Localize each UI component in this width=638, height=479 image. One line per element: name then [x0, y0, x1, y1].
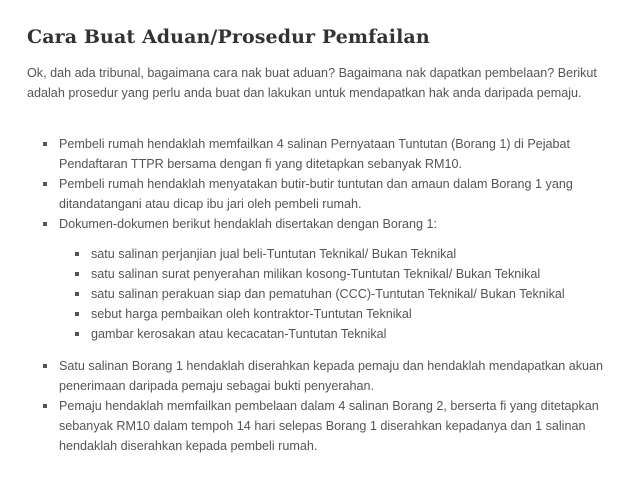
sublist-item: sebut harga pembaikan oleh kontraktor-Tuntutan Teknikal: [59, 304, 617, 324]
sublist-item: gambar kerosakan atau kecacatan-Tuntutan Teknikal: [59, 324, 617, 344]
list-item: Pembeli rumah hendaklah menyatakan butir-butir tuntutan dan amaun dalam Borang 1 yang ditandatangani atau dicap ibu jari oleh pembeli rumah.: [27, 174, 617, 214]
list-item: Pembeli rumah hendaklah memfailkan 4 salinan Pernyataan Tuntutan (Borang 1) di Pejabat Pendaftaran TTPR bersama dengan fi yang ditetapkan sebanyak RM10.: [27, 134, 617, 174]
list-item: Satu salinan Borang 1 hendaklah diserahkan kepada pemaju dan hendaklah mendapatkan akuan penerimaan daripada pemaju sebagai bukti penyerahan.: [27, 356, 617, 396]
documents-sublist: [59, 244, 617, 344]
list-item-text: Dokumen-dokumen berikut hendaklah disertakan dengan Borang 1:: [59, 217, 438, 231]
list-item: [27, 214, 617, 344]
article-title: Cara Buat Aduan/Prosedur Pemfailan: [27, 26, 430, 48]
sublist-item: satu salinan perakuan siap dan pematuhan (CCC)-Tuntutan Teknikal/ Bukan Teknikal: [59, 284, 617, 304]
article-intro: Ok, dah ada tribunal, bagaimana cara nak buat aduan? Bagaimana nak dapatkan pembelaan? Berikut adalah prosedur yang perlu anda buat dan lakukan untuk mendapatkan hak anda daripada pemaju.: [27, 66, 597, 100]
list-item: Pemaju hendaklah memfailkan pembelaan dalam 4 salinan Borang 2, berserta fi yang ditetapkan sebanyak RM10 dalam tempoh 14 hari selepas Borang 1 diserahkan kepadanya dan 1 salinan hendaklah diserahkan kepada pembeli rumah.: [27, 396, 617, 456]
procedure-list: [27, 134, 617, 456]
sublist-item: satu salinan perjanjian jual beli-Tuntutan Teknikal/ Bukan Teknikal: [59, 244, 617, 264]
sublist-item: satu salinan surat penyerahan milikan kosong-Tuntutan Teknikal/ Bukan Teknikal: [59, 264, 617, 284]
